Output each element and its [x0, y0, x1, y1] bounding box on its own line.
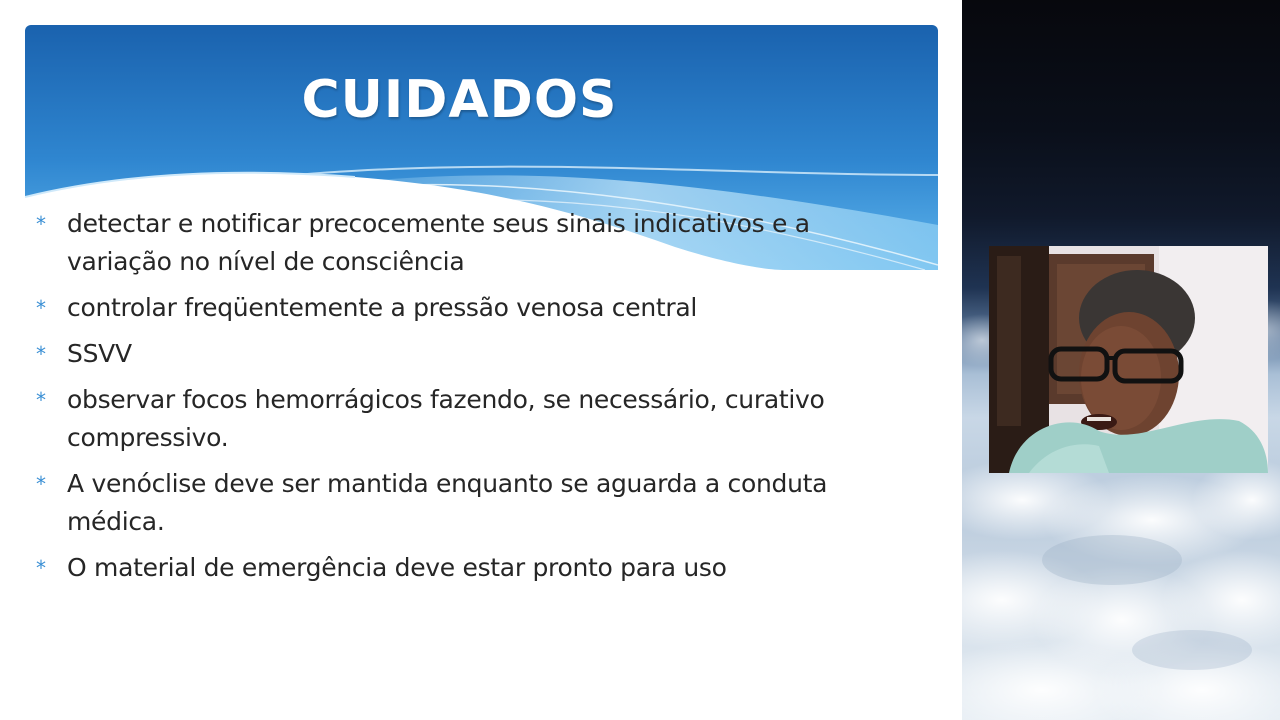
bullet-list — [36, 205, 916, 595]
bullet-asterisk-icon: * — [36, 212, 46, 236]
bullet-asterisk-icon: * — [36, 296, 46, 320]
bullet-text-line: O material de emergência deve estar pronto para uso — [67, 553, 727, 582]
bullet-text-line: variação no nível de consciência — [67, 247, 465, 276]
bullet-text-line: compressivo. — [67, 423, 229, 452]
bullet-asterisk-icon: * — [36, 342, 46, 366]
bullet-asterisk-icon: * — [36, 472, 46, 496]
bullet-item — [36, 549, 916, 587]
bullet-item — [36, 335, 916, 373]
bullet-item — [36, 289, 916, 327]
bullet-item — [36, 465, 916, 541]
bullet-text-line: observar focos hemorrágicos fazendo, se necessário, curativo — [67, 385, 825, 414]
bullet-text-line: médica. — [67, 507, 165, 536]
bullet-item — [36, 205, 916, 281]
bullet-text-line: A venóclise deve ser mantida enquanto se aguarda a conduta — [67, 469, 828, 498]
bullet-text-line: SSVV — [67, 339, 132, 368]
webcam-video — [989, 246, 1268, 473]
bullet-text-line: controlar freqüentemente a pressão venosa central — [67, 293, 698, 322]
presenter-video-frame — [989, 246, 1268, 473]
bullet-asterisk-icon: * — [36, 556, 46, 580]
bullet-item — [36, 381, 916, 457]
bullet-text-line: detectar e notificar precocemente seus sinais indicativos e a — [67, 209, 810, 238]
slide-title: CUIDADOS — [301, 70, 618, 130]
bullet-asterisk-icon: * — [36, 388, 46, 412]
